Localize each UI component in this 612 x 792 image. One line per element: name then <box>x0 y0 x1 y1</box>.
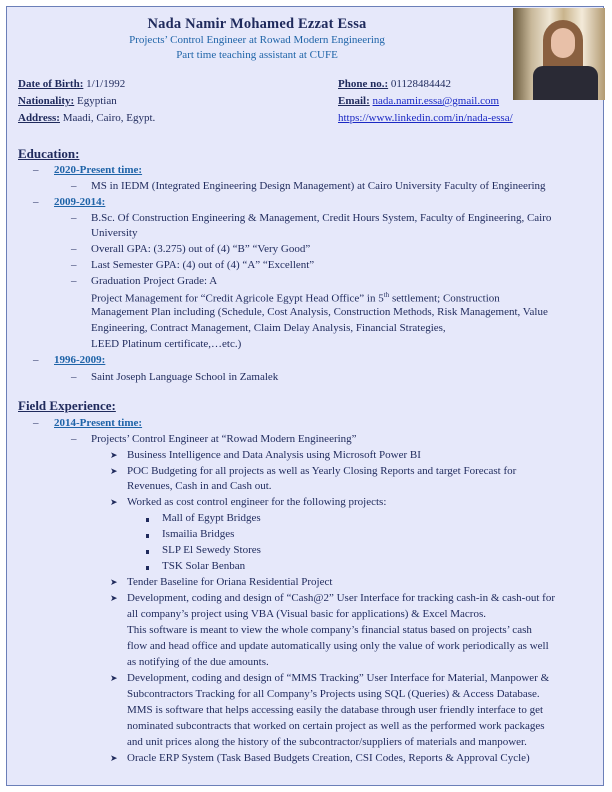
experience-line: all company’s project using VBA (Visual basic for applications) & Excel Macros. <box>127 608 486 620</box>
linkedin-link[interactable]: https://www.linkedin.com/in/nada-essa/ <box>338 112 513 124</box>
dash-bullet: – <box>71 275 77 287</box>
experience-line: Oracle ERP System (Task Based Budgets Creation, CSI Codes, Reports & Approval Cycle) <box>127 752 530 764</box>
arrow-bullet-icon: ➤ <box>110 673 118 683</box>
square-bullet-icon <box>146 550 149 554</box>
experience-line: flow and head office and update automatically using only the value of work periodically as well <box>127 640 549 652</box>
dash-bullet: – <box>71 243 77 255</box>
experience-line: Revenues, Cash in and Cash out. <box>127 480 272 492</box>
phone-value: 01128484442 <box>388 78 451 90</box>
dash-bullet: – <box>71 259 77 271</box>
experience-line: and unit prices along the history of the subcontractor/suppliers of materials and manpower. <box>127 736 527 748</box>
address-value: Maadi, Cairo, Egypt. <box>59 112 156 124</box>
square-bullet-icon <box>146 534 149 538</box>
address-label: Address: <box>18 112 60 124</box>
dob-row <box>18 78 125 90</box>
education-item-cont: LEED Platinum certificate,…etc.) <box>91 338 242 350</box>
experience-period: 2014-Present time: <box>54 417 143 429</box>
experience-role: Projects’ Control Engineer at “Rowad Modern Engineering” <box>91 433 357 445</box>
arrow-bullet-icon: ➤ <box>110 577 118 587</box>
education-item: Last Semester GPA: (4) out of (4) “A” “Excellent” <box>91 259 315 271</box>
project-item: Ismailia Bridges <box>162 528 235 540</box>
nationality-value: Egyptian <box>74 95 117 107</box>
experience-line: Development, coding and design of “MMS Tracking” User Interface for Material, Manpower & <box>127 672 550 684</box>
arrow-bullet-icon: ➤ <box>110 466 118 476</box>
linkedin-row <box>338 112 513 124</box>
education-heading: Education: <box>18 146 80 161</box>
dash-bullet: – <box>71 433 77 445</box>
experience-line: Business Intelligence and Data Analysis using Microsoft Power BI <box>127 449 421 461</box>
address-row <box>18 112 155 124</box>
dash-bullet: – <box>33 417 39 429</box>
experience-line: Development, coding and design of “Cash@2” User Interface for tracking cash-in & cash-out for <box>127 592 555 604</box>
nationality-row <box>18 95 117 107</box>
dash-bullet: – <box>71 212 77 224</box>
education-period-2: 2009-2014: <box>54 196 106 208</box>
education-item-cont: Project Management for “Credit Agricole Egypt Head Office” in 5th settlement; Construction <box>91 291 500 305</box>
project-item: SLP El Sewedy Stores <box>162 544 261 556</box>
dob-value: 1/1/1992 <box>83 78 126 90</box>
education-item: Overall GPA: (3.275) out of (4) “B” “Very Good” <box>91 243 311 255</box>
experience-line: MMS is software that helps accessing easily the database through user friendly interface to get <box>127 704 544 716</box>
arrow-bullet-icon: ➤ <box>110 593 118 603</box>
experience-line: Tender Baseline for Oriana Residential Project <box>127 576 333 588</box>
education-period-3: 1996-2009: <box>54 354 106 366</box>
education-item-cont: University <box>91 227 138 239</box>
square-bullet-icon <box>146 518 149 522</box>
dob-label: Date of Birth: <box>18 78 84 90</box>
experience-line: nominated subcontracts that worked on certain project as well as the performed work packages <box>127 720 545 732</box>
arrow-bullet-icon: ➤ <box>110 450 118 460</box>
experience-line: This software is meant to view the whole company’s financial status based on projects’ cash <box>127 624 532 636</box>
job-title: Projects’ Control Engineer at Rowad Modern Engineering <box>129 34 385 46</box>
education-item: Graduation Project Grade: A <box>91 275 218 287</box>
education-period-1: 2020-Present time: <box>54 164 143 176</box>
experience-line: POC Budgeting for all projects as well as Yearly Closing Reports and target Forecast for <box>127 465 517 477</box>
project-item: TSK Solar Benban <box>162 560 246 572</box>
square-bullet-icon <box>146 566 149 570</box>
dash-bullet: – <box>71 371 77 383</box>
dash-bullet: – <box>33 196 39 208</box>
email-link[interactable]: nada.namir.essa@gmail.com <box>372 95 500 107</box>
profile-photo <box>513 8 605 100</box>
email-label: Email: <box>338 95 370 107</box>
email-row <box>338 95 499 107</box>
dash-bullet: – <box>33 354 39 366</box>
resume-page <box>6 6 604 786</box>
arrow-bullet-icon: ➤ <box>110 753 118 763</box>
experience-line: Subcontractors Tracking for all Company’s Projects using SQL (Queries) & Access Database. <box>127 688 540 700</box>
education-item-cont: Engineering, Contract Management, Claim Delay Analysis, Financial Strategies, <box>91 322 446 334</box>
education-item: B.Sc. Of Construction Engineering & Management, Credit Hours System, Faculty of Engineering, Cairo <box>91 212 552 224</box>
phone-row <box>338 78 451 90</box>
phone-label: Phone no.: <box>338 78 389 90</box>
education-item-cont: Management Plan including (Schedule, Cost Analysis, Construction Methods, Risk Management, Value <box>91 306 548 318</box>
education-item: MS in IEDM (Integrated Engineering Design Management) at Cairo University Faculty of Engineering <box>91 180 546 192</box>
dash-bullet: – <box>71 180 77 192</box>
arrow-bullet-icon: ➤ <box>110 497 118 507</box>
education-item: Saint Joseph Language School in Zamalek <box>91 371 279 383</box>
secondary-title: Part time teaching assistant at CUFE <box>176 49 338 61</box>
experience-heading: Field Experience: <box>18 398 116 413</box>
experience-line: as notifying of the due amounts. <box>127 656 269 668</box>
nationality-label: Nationality: <box>18 95 75 107</box>
project-item: Mall of Egypt Bridges <box>162 512 261 524</box>
dash-bullet: – <box>33 164 39 176</box>
candidate-name: Nada Namir Mohamed Ezzat Essa <box>147 16 367 32</box>
experience-line: Worked as cost control engineer for the following projects: <box>127 496 387 508</box>
